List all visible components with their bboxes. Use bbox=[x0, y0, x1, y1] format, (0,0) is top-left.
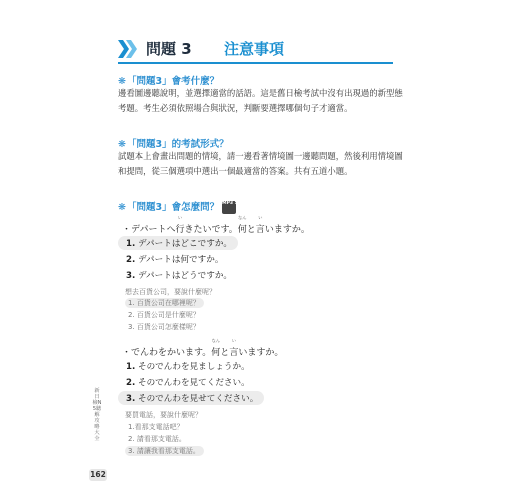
example2-option-1: 1. そのでんわを見ましょうか。 bbox=[126, 362, 250, 372]
example2-prompt: ・でんわをかいます。 なん 何と い 言いますか。 bbox=[122, 338, 284, 358]
furigana-word: い 行 bbox=[175, 215, 185, 235]
page-header bbox=[118, 36, 398, 62]
asterisk-flower-icon: ❋ bbox=[118, 202, 126, 213]
mp3-track-badge: MP3 50 bbox=[222, 201, 236, 214]
section-heading-how: ❋「問題3」會怎麼問？ MP3 50 bbox=[118, 201, 241, 213]
section-heading-format: ❋「問題3」的考試形式？ bbox=[118, 139, 229, 150]
example2-option-3: 3. そのでんわを見せてください。 bbox=[118, 391, 264, 405]
example2-translation-2: 2. 請看那支電話。 bbox=[128, 435, 186, 443]
section-heading-what: ❋「問題3」會考什麼？ bbox=[118, 76, 220, 87]
section-title-subtitle: 注意事項 bbox=[224, 40, 285, 58]
book-title-vertical: 新日檢N5聽解攻略大全 bbox=[92, 388, 102, 442]
section-body-format: 試題本上會畫出問題的情境，請一邊看著情境圖一邊聽問題，然後利用情境圖和提問，從三個選項中選出一個最適當的答案。共有五道小題。 bbox=[118, 151, 403, 176]
example2-translation-3: 3. 請讓我看那支電話。 bbox=[125, 446, 204, 456]
example1-prompt: ・デパートへ い 行きたいです。 なん 何と い 言いますか。 bbox=[122, 215, 310, 235]
page-number: 162 bbox=[90, 470, 106, 479]
asterisk-flower-icon: ❋ bbox=[118, 76, 126, 87]
furigana-word: なん 何 bbox=[211, 338, 221, 358]
example2-option-2: 2. そのでんわを見てください。 bbox=[126, 378, 250, 388]
furigana-word: い 言 bbox=[255, 215, 265, 235]
example1-option-3: 3. デパートはどうですか。 bbox=[126, 271, 233, 281]
section-body-what: 邊看圖邊聽說明，並選擇適當的話語。這是舊日檢考試中沒有出現過的新型態考題。考生必須依照場合與狀況，判斷要選擇哪個句子才適當。 bbox=[118, 88, 403, 113]
example1-translation-heading: 想去百貨公司，要說什麼呢？ bbox=[125, 288, 216, 296]
furigana-word: い 言 bbox=[229, 338, 239, 358]
example1-translation-1: 1. 百貨公司在哪裡呢？ bbox=[125, 298, 204, 308]
title-underline bbox=[118, 62, 393, 64]
chevron-arrows-icon bbox=[118, 40, 140, 58]
asterisk-flower-icon: ❋ bbox=[118, 139, 126, 150]
furigana-word: なん 何 bbox=[237, 215, 247, 235]
example1-translation-3: 3. 百貨公司怎麼樣呢？ bbox=[128, 323, 200, 331]
example2-translation-heading: 要買電話，要說什麼呢？ bbox=[125, 411, 202, 419]
example2-translation-1: 1.看那支電話吧？ bbox=[128, 423, 184, 431]
section-title-number: 問題 3 bbox=[146, 40, 192, 58]
example1-option-1: 1. デパートはどこですか。 bbox=[118, 236, 238, 250]
example1-option-2: 2. デパートは何ですか。 bbox=[126, 255, 224, 265]
example1-translation-2: 2. 百貨公司是什麼呢？ bbox=[128, 311, 200, 319]
